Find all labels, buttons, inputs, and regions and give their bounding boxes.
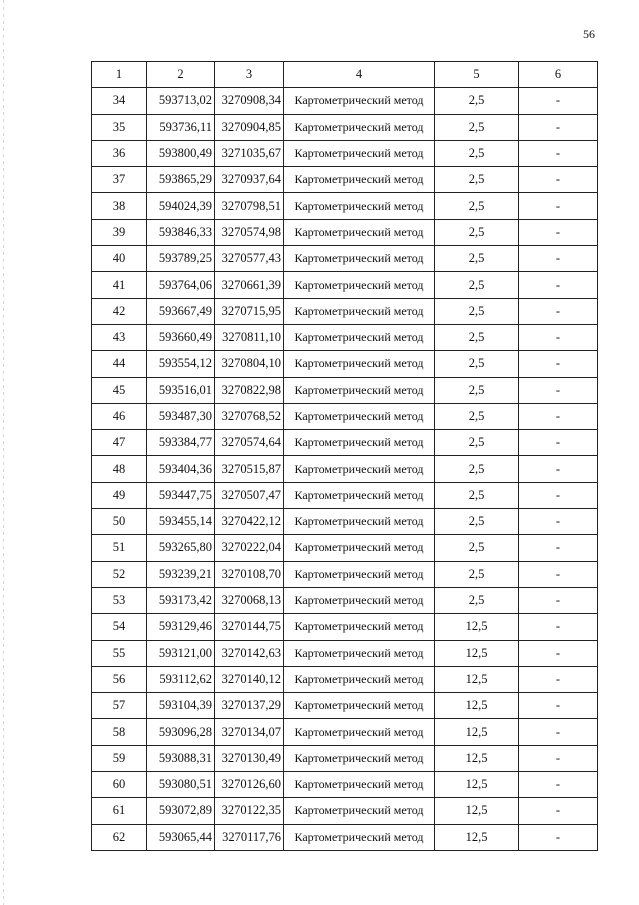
table-row: [92, 456, 598, 482]
accuracy-cell: 2,5: [435, 193, 519, 219]
point-number-cell: 56: [92, 666, 147, 692]
note-cell: -: [519, 140, 598, 166]
point-number-cell: 49: [92, 482, 147, 508]
point-number-cell: 55: [92, 640, 147, 666]
method-cell: Картометрический метод: [284, 535, 435, 561]
y-coordinate-cell: 3270142,63: [215, 640, 284, 666]
method-cell: Картометрический метод: [284, 246, 435, 272]
accuracy-cell: 12,5: [435, 693, 519, 719]
x-coordinate-cell: 593080,51: [147, 772, 215, 798]
y-coordinate-cell: 3270811,10: [215, 324, 284, 350]
note-cell: -: [519, 403, 598, 429]
note-cell: -: [519, 114, 598, 140]
page-number: 56: [583, 27, 595, 41]
x-coordinate-cell: 593789,25: [147, 246, 215, 272]
note-cell: -: [519, 272, 598, 298]
note-cell: -: [519, 640, 598, 666]
table-row: [92, 509, 598, 535]
y-coordinate-cell: 3270422,12: [215, 509, 284, 535]
note-cell: -: [519, 535, 598, 561]
method-cell: Картометрический метод: [284, 772, 435, 798]
table-row: [92, 587, 598, 613]
table-row: [92, 430, 598, 456]
note-cell: -: [519, 219, 598, 245]
note-cell: -: [519, 193, 598, 219]
table-row: [92, 193, 598, 219]
method-cell: Картометрический метод: [284, 272, 435, 298]
x-coordinate-cell: 593736,11: [147, 114, 215, 140]
table-row: [92, 351, 598, 377]
accuracy-cell: 2,5: [435, 509, 519, 535]
y-coordinate-cell: 3270134,07: [215, 719, 284, 745]
accuracy-cell: 12,5: [435, 719, 519, 745]
accuracy-cell: 2,5: [435, 324, 519, 350]
accuracy-cell: 2,5: [435, 219, 519, 245]
y-coordinate-cell: 3271035,67: [215, 140, 284, 166]
table-row: [92, 745, 598, 771]
note-cell: -: [519, 377, 598, 403]
accuracy-cell: 2,5: [435, 298, 519, 324]
note-cell: -: [519, 298, 598, 324]
note-cell: -: [519, 772, 598, 798]
accuracy-cell: 2,5: [435, 272, 519, 298]
x-coordinate-cell: 594024,39: [147, 193, 215, 219]
x-coordinate-cell: 593096,28: [147, 719, 215, 745]
y-coordinate-cell: 3270574,98: [215, 219, 284, 245]
table-row: [92, 772, 598, 798]
accuracy-cell: 2,5: [435, 561, 519, 587]
table-row: [92, 719, 598, 745]
accuracy-cell: 12,5: [435, 614, 519, 640]
method-cell: Картометрический метод: [284, 824, 435, 850]
y-coordinate-cell: 3270937,64: [215, 167, 284, 193]
table-row: [92, 167, 598, 193]
method-cell: Картометрический метод: [284, 509, 435, 535]
point-number-cell: 39: [92, 219, 147, 245]
method-cell: Картометрический метод: [284, 798, 435, 824]
header-col-2: 2: [147, 62, 215, 88]
point-number-cell: 43: [92, 324, 147, 350]
method-cell: Картометрический метод: [284, 298, 435, 324]
accuracy-cell: 2,5: [435, 482, 519, 508]
method-cell: Картометрический метод: [284, 693, 435, 719]
table-row: [92, 693, 598, 719]
accuracy-cell: 2,5: [435, 351, 519, 377]
point-number-cell: 44: [92, 351, 147, 377]
point-number-cell: 40: [92, 246, 147, 272]
method-cell: Картометрический метод: [284, 193, 435, 219]
x-coordinate-cell: 593865,29: [147, 167, 215, 193]
method-cell: Картометрический метод: [284, 377, 435, 403]
point-number-cell: 46: [92, 403, 147, 429]
point-number-cell: 60: [92, 772, 147, 798]
note-cell: -: [519, 88, 598, 114]
x-coordinate-cell: 593173,42: [147, 587, 215, 613]
table-row: [92, 798, 598, 824]
y-coordinate-cell: 3270122,35: [215, 798, 284, 824]
y-coordinate-cell: 3270715,95: [215, 298, 284, 324]
accuracy-cell: 2,5: [435, 246, 519, 272]
method-cell: Картометрический метод: [284, 614, 435, 640]
note-cell: -: [519, 430, 598, 456]
accuracy-cell: 2,5: [435, 535, 519, 561]
accuracy-cell: 12,5: [435, 772, 519, 798]
header-col-3: 3: [215, 62, 284, 88]
table-row: [92, 824, 598, 850]
note-cell: -: [519, 351, 598, 377]
table-row: [92, 114, 598, 140]
y-coordinate-cell: 3270137,29: [215, 693, 284, 719]
point-number-cell: 41: [92, 272, 147, 298]
y-coordinate-cell: 3270574,64: [215, 430, 284, 456]
header-col-4: 4: [284, 62, 435, 88]
x-coordinate-cell: 593846,33: [147, 219, 215, 245]
y-coordinate-cell: 3270904,85: [215, 114, 284, 140]
header-col-6: 6: [519, 62, 598, 88]
note-cell: -: [519, 824, 598, 850]
method-cell: Картометрический метод: [284, 745, 435, 771]
note-cell: -: [519, 745, 598, 771]
x-coordinate-cell: 593088,31: [147, 745, 215, 771]
y-coordinate-cell: 3270117,76: [215, 824, 284, 850]
accuracy-cell: 12,5: [435, 745, 519, 771]
y-coordinate-cell: 3270130,49: [215, 745, 284, 771]
note-cell: -: [519, 167, 598, 193]
x-coordinate-cell: 593554,12: [147, 351, 215, 377]
table-row: [92, 403, 598, 429]
method-cell: Картометрический метод: [284, 561, 435, 587]
note-cell: -: [519, 693, 598, 719]
point-number-cell: 45: [92, 377, 147, 403]
table-header: [92, 62, 598, 88]
x-coordinate-cell: 593800,49: [147, 140, 215, 166]
header-col-1: 1: [92, 62, 147, 88]
method-cell: Картометрический метод: [284, 403, 435, 429]
note-cell: -: [519, 614, 598, 640]
accuracy-cell: 12,5: [435, 798, 519, 824]
note-cell: -: [519, 246, 598, 272]
note-cell: -: [519, 666, 598, 692]
method-cell: Картометрический метод: [284, 587, 435, 613]
x-coordinate-cell: 593384,77: [147, 430, 215, 456]
table-row: [92, 88, 598, 114]
table-body: [92, 88, 598, 851]
y-coordinate-cell: 3270126,60: [215, 772, 284, 798]
accuracy-cell: 2,5: [435, 114, 519, 140]
y-coordinate-cell: 3270068,13: [215, 587, 284, 613]
x-coordinate-cell: 593065,44: [147, 824, 215, 850]
x-coordinate-cell: 593667,49: [147, 298, 215, 324]
x-coordinate-cell: 593104,39: [147, 693, 215, 719]
header-row: [92, 62, 598, 88]
y-coordinate-cell: 3270768,52: [215, 403, 284, 429]
table-row: [92, 324, 598, 350]
method-cell: Картометрический метод: [284, 140, 435, 166]
table-row: [92, 272, 598, 298]
point-number-cell: 42: [92, 298, 147, 324]
x-coordinate-cell: 593239,21: [147, 561, 215, 587]
point-number-cell: 53: [92, 587, 147, 613]
point-number-cell: 38: [92, 193, 147, 219]
method-cell: Картометрический метод: [284, 640, 435, 666]
point-number-cell: 51: [92, 535, 147, 561]
point-number-cell: 34: [92, 88, 147, 114]
table-row: [92, 561, 598, 587]
accuracy-cell: 2,5: [435, 587, 519, 613]
point-number-cell: 59: [92, 745, 147, 771]
point-number-cell: 58: [92, 719, 147, 745]
header-col-5: 5: [435, 62, 519, 88]
note-cell: -: [519, 561, 598, 587]
y-coordinate-cell: 3270577,43: [215, 246, 284, 272]
method-cell: Картометрический метод: [284, 351, 435, 377]
table-row: [92, 482, 598, 508]
accuracy-cell: 12,5: [435, 666, 519, 692]
point-number-cell: 47: [92, 430, 147, 456]
x-coordinate-cell: 593265,80: [147, 535, 215, 561]
accuracy-cell: 2,5: [435, 167, 519, 193]
table-row: [92, 377, 598, 403]
accuracy-cell: 2,5: [435, 456, 519, 482]
y-coordinate-cell: 3270144,75: [215, 614, 284, 640]
accuracy-cell: 2,5: [435, 88, 519, 114]
point-number-cell: 36: [92, 140, 147, 166]
note-cell: -: [519, 509, 598, 535]
point-number-cell: 48: [92, 456, 147, 482]
table-row: [92, 614, 598, 640]
x-coordinate-cell: 593660,49: [147, 324, 215, 350]
point-number-cell: 57: [92, 693, 147, 719]
point-number-cell: 52: [92, 561, 147, 587]
accuracy-cell: 12,5: [435, 824, 519, 850]
y-coordinate-cell: 3270222,04: [215, 535, 284, 561]
y-coordinate-cell: 3270515,87: [215, 456, 284, 482]
accuracy-cell: 2,5: [435, 430, 519, 456]
method-cell: Картометрический метод: [284, 114, 435, 140]
point-number-cell: 62: [92, 824, 147, 850]
table-row: [92, 666, 598, 692]
method-cell: Картометрический метод: [284, 88, 435, 114]
y-coordinate-cell: 3270661,39: [215, 272, 284, 298]
x-coordinate-cell: 593112,62: [147, 666, 215, 692]
x-coordinate-cell: 593121,00: [147, 640, 215, 666]
accuracy-cell: 12,5: [435, 640, 519, 666]
method-cell: Картометрический метод: [284, 666, 435, 692]
table-row: [92, 246, 598, 272]
method-cell: Картометрический метод: [284, 324, 435, 350]
y-coordinate-cell: 3270822,98: [215, 377, 284, 403]
method-cell: Картометрический метод: [284, 167, 435, 193]
x-coordinate-cell: 593447,75: [147, 482, 215, 508]
table-row: [92, 219, 598, 245]
accuracy-cell: 2,5: [435, 140, 519, 166]
y-coordinate-cell: 3270908,34: [215, 88, 284, 114]
x-coordinate-cell: 593404,36: [147, 456, 215, 482]
point-number-cell: 37: [92, 167, 147, 193]
scan-edge: [3, 0, 4, 905]
accuracy-cell: 2,5: [435, 403, 519, 429]
x-coordinate-cell: 593713,02: [147, 88, 215, 114]
y-coordinate-cell: 3270798,51: [215, 193, 284, 219]
x-coordinate-cell: 593072,89: [147, 798, 215, 824]
note-cell: -: [519, 456, 598, 482]
note-cell: -: [519, 482, 598, 508]
method-cell: Картометрический метод: [284, 430, 435, 456]
note-cell: -: [519, 324, 598, 350]
method-cell: Картометрический метод: [284, 719, 435, 745]
point-number-cell: 50: [92, 509, 147, 535]
x-coordinate-cell: 593764,06: [147, 272, 215, 298]
note-cell: -: [519, 798, 598, 824]
note-cell: -: [519, 719, 598, 745]
x-coordinate-cell: 593455,14: [147, 509, 215, 535]
point-number-cell: 61: [92, 798, 147, 824]
y-coordinate-cell: 3270507,47: [215, 482, 284, 508]
table-row: [92, 535, 598, 561]
note-cell: -: [519, 587, 598, 613]
point-number-cell: 35: [92, 114, 147, 140]
point-number-cell: 54: [92, 614, 147, 640]
table-row: [92, 298, 598, 324]
y-coordinate-cell: 3270108,70: [215, 561, 284, 587]
x-coordinate-cell: 593129,46: [147, 614, 215, 640]
method-cell: Картометрический метод: [284, 219, 435, 245]
x-coordinate-cell: 593516,01: [147, 377, 215, 403]
table-row: [92, 140, 598, 166]
table-row: [92, 640, 598, 666]
x-coordinate-cell: 593487,30: [147, 403, 215, 429]
coordinates-table: [91, 61, 598, 851]
method-cell: Картометрический метод: [284, 482, 435, 508]
y-coordinate-cell: 3270804,10: [215, 351, 284, 377]
accuracy-cell: 2,5: [435, 377, 519, 403]
y-coordinate-cell: 3270140,12: [215, 666, 284, 692]
method-cell: Картометрический метод: [284, 456, 435, 482]
